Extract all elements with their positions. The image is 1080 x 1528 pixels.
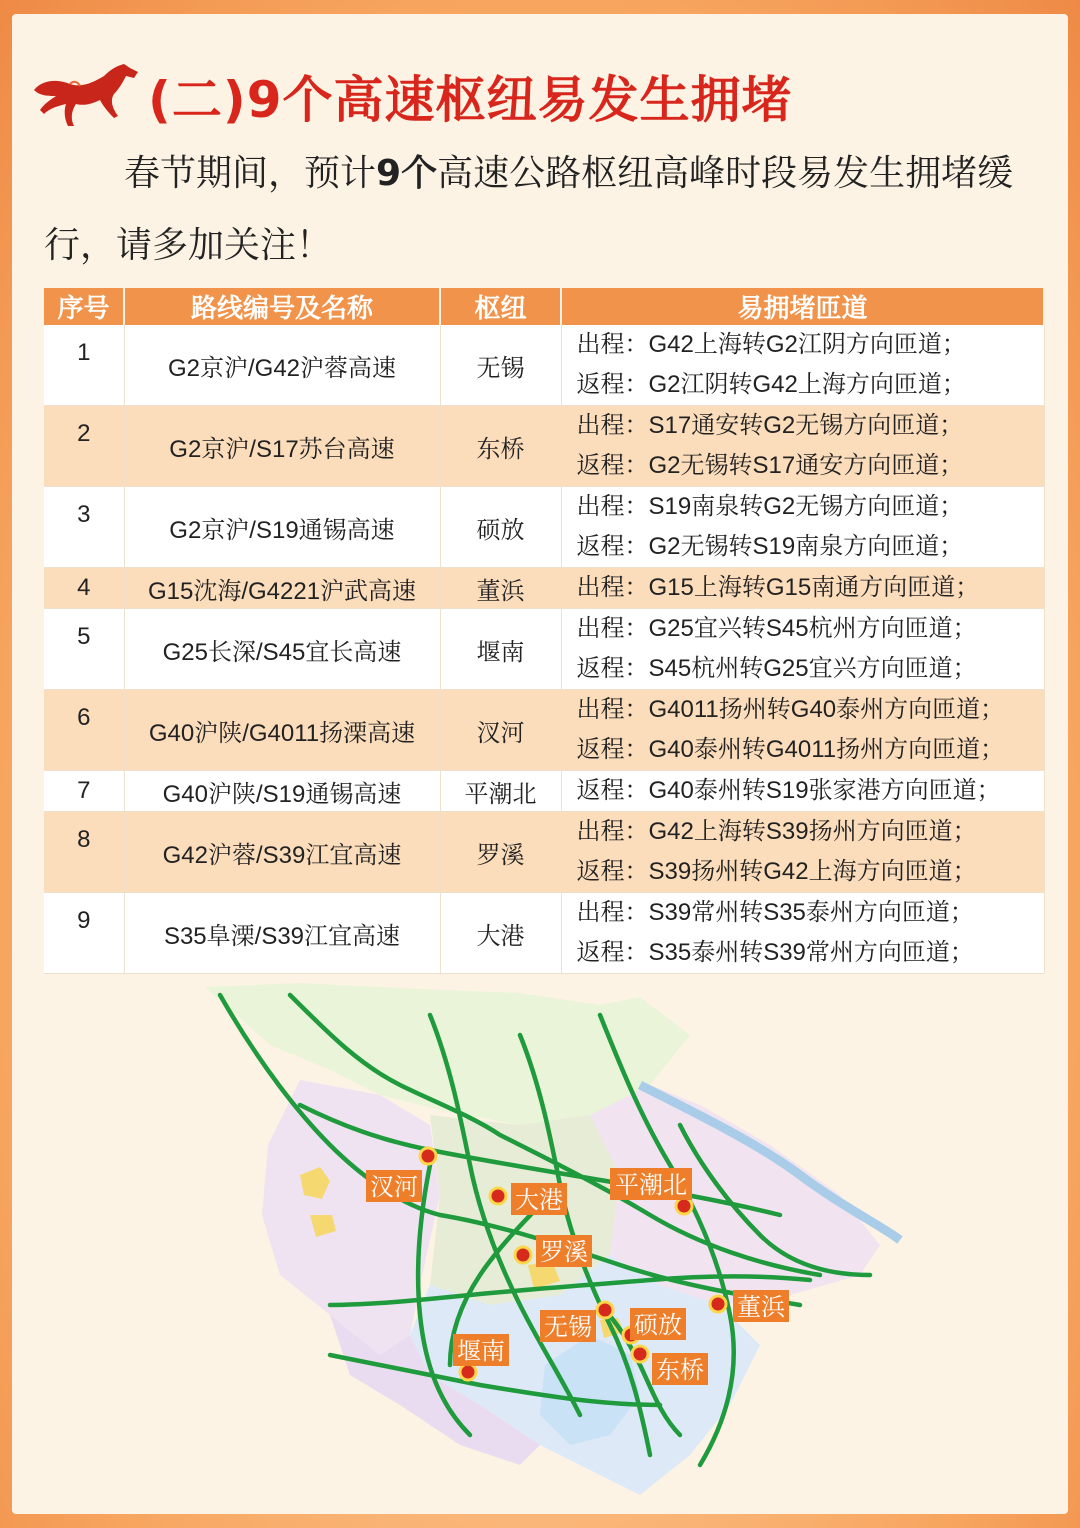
row-hub: 大港 — [440, 893, 561, 974]
hub-table — [44, 288, 1045, 974]
row-route: G15沈海/G4221沪武高速 — [124, 568, 440, 609]
ramp-line: 返程：S45杭州转G25宜兴方向匝道； — [576, 655, 977, 682]
row-hub: 罗溪 — [440, 812, 561, 893]
row-no: 3 — [44, 487, 124, 568]
intro-text — [44, 138, 1044, 282]
row-ramps — [561, 812, 1044, 893]
row-hub: 平潮北 — [440, 771, 561, 812]
table-row — [44, 325, 1044, 406]
map-label-chahe: 汊河 — [370, 1173, 418, 1201]
row-ramps — [561, 325, 1044, 406]
table-row — [44, 812, 1044, 893]
row-route: G40沪陕/G4011扬溧高速 — [124, 690, 440, 771]
ramp-line: 返程：G40泰州转S19张家港方向匝道； — [576, 777, 1001, 804]
row-no: 1 — [44, 325, 124, 406]
row-route: G2京沪/S19通锡高速 — [124, 487, 440, 568]
row-hub: 无锡 — [440, 325, 561, 406]
map-label-dongbang: 董浜 — [737, 1293, 785, 1321]
map-marker-shuofang — [623, 1308, 686, 1343]
header-no: 序号 — [44, 288, 124, 325]
ramp-line: 出程：G25宜兴转S45杭州方向匝道； — [576, 615, 977, 642]
ramp-line: 出程：S17通安转G2无锡方向匝道； — [576, 412, 964, 439]
ramp-line: 返程：S39扬州转G42上海方向匝道； — [576, 858, 977, 885]
ramp-line: 返程：G40泰州转G4011扬州方向匝道； — [576, 736, 1005, 763]
ramp-line: 返程：G2无锡转S19南泉方向匝道； — [576, 533, 964, 560]
row-ramps — [561, 609, 1044, 690]
intro-before: 春节期间，预计 — [124, 153, 377, 194]
row-ramps — [561, 893, 1044, 974]
ramp-line: 出程：G4011扬州转G40泰州方向匝道； — [576, 696, 1005, 723]
row-hub: 东桥 — [440, 406, 561, 487]
header-hub: 枢纽 — [440, 288, 561, 325]
region-west — [262, 1080, 440, 1355]
table-row — [44, 487, 1044, 568]
road-network-map — [0, 975, 1080, 1515]
row-route: S35阜溧/S39江宜高速 — [124, 893, 440, 974]
ramp-line: 出程：G15上海转G15南通方向匝道； — [576, 574, 980, 601]
row-route: G25长深/S45宜长高速 — [124, 609, 440, 690]
row-hub: 硕放 — [440, 487, 561, 568]
row-no: 7 — [44, 771, 124, 812]
ramp-line: 出程：G42上海转S39扬州方向匝道； — [576, 818, 977, 845]
row-ramps — [561, 487, 1044, 568]
table-row — [44, 568, 1044, 609]
ramp-line: 返程：G2江阴转G42上海方向匝道； — [576, 371, 966, 398]
row-route: G2京沪/S17苏台高速 — [124, 406, 440, 487]
row-ramps — [561, 690, 1044, 771]
map-label-luoxi: 罗溪 — [540, 1238, 588, 1266]
row-no: 9 — [44, 893, 124, 974]
intro-after: 高速公路枢纽高峰时段易发生拥堵缓行，请多加关注！ — [44, 153, 1014, 266]
row-hub: 董浜 — [440, 568, 561, 609]
map-label-dagang: 大港 — [515, 1186, 563, 1214]
ramp-line: 出程：S39常州转S35泰州方向匝道； — [576, 899, 974, 926]
section-header — [30, 52, 1030, 142]
ramp-line: 返程：S35泰州转S39常州方向匝道； — [576, 939, 974, 966]
map-label-dongqiao: 东桥 — [656, 1356, 704, 1384]
table-row — [44, 609, 1044, 690]
row-ramps — [561, 771, 1044, 812]
row-no: 5 — [44, 609, 124, 690]
row-no: 2 — [44, 406, 124, 487]
intro-highlight: 9个 — [376, 153, 438, 194]
table-row — [44, 406, 1044, 487]
horse-icon — [30, 60, 142, 130]
row-no: 8 — [44, 812, 124, 893]
map-label-pingchaobei: 平潮北 — [615, 1171, 687, 1199]
row-route: G40沪陕/S19通锡高速 — [124, 771, 440, 812]
row-no: 4 — [44, 568, 124, 609]
row-route: G42沪蓉/S39江宜高速 — [124, 812, 440, 893]
map-label-shuofang: 硕放 — [634, 1311, 682, 1339]
table-row — [44, 690, 1044, 771]
ramp-line: 返程：G2无锡转S17通安方向匝道； — [576, 452, 964, 479]
table-row — [44, 893, 1044, 974]
row-hub: 汊河 — [440, 690, 561, 771]
row-ramps — [561, 406, 1044, 487]
map-label-yannan: 堰南 — [457, 1337, 505, 1365]
row-hub: 堰南 — [440, 609, 561, 690]
header-ramps: 易拥堵匝道 — [561, 288, 1044, 325]
row-route: G2京沪/G42沪蓉高速 — [124, 325, 440, 406]
row-ramps — [561, 568, 1044, 609]
ramp-line: 出程：G42上海转G2江阴方向匝道； — [576, 331, 966, 358]
row-no: 6 — [44, 690, 124, 771]
map-label-wuxi: 无锡 — [544, 1313, 592, 1341]
page-title: (二)9个高速枢纽易发生拥堵 — [148, 71, 793, 129]
table-header-row — [44, 288, 1044, 325]
table-row — [44, 771, 1044, 812]
header-route: 路线编号及名称 — [124, 288, 440, 325]
ramp-line: 出程：S19南泉转G2无锡方向匝道； — [576, 493, 964, 520]
